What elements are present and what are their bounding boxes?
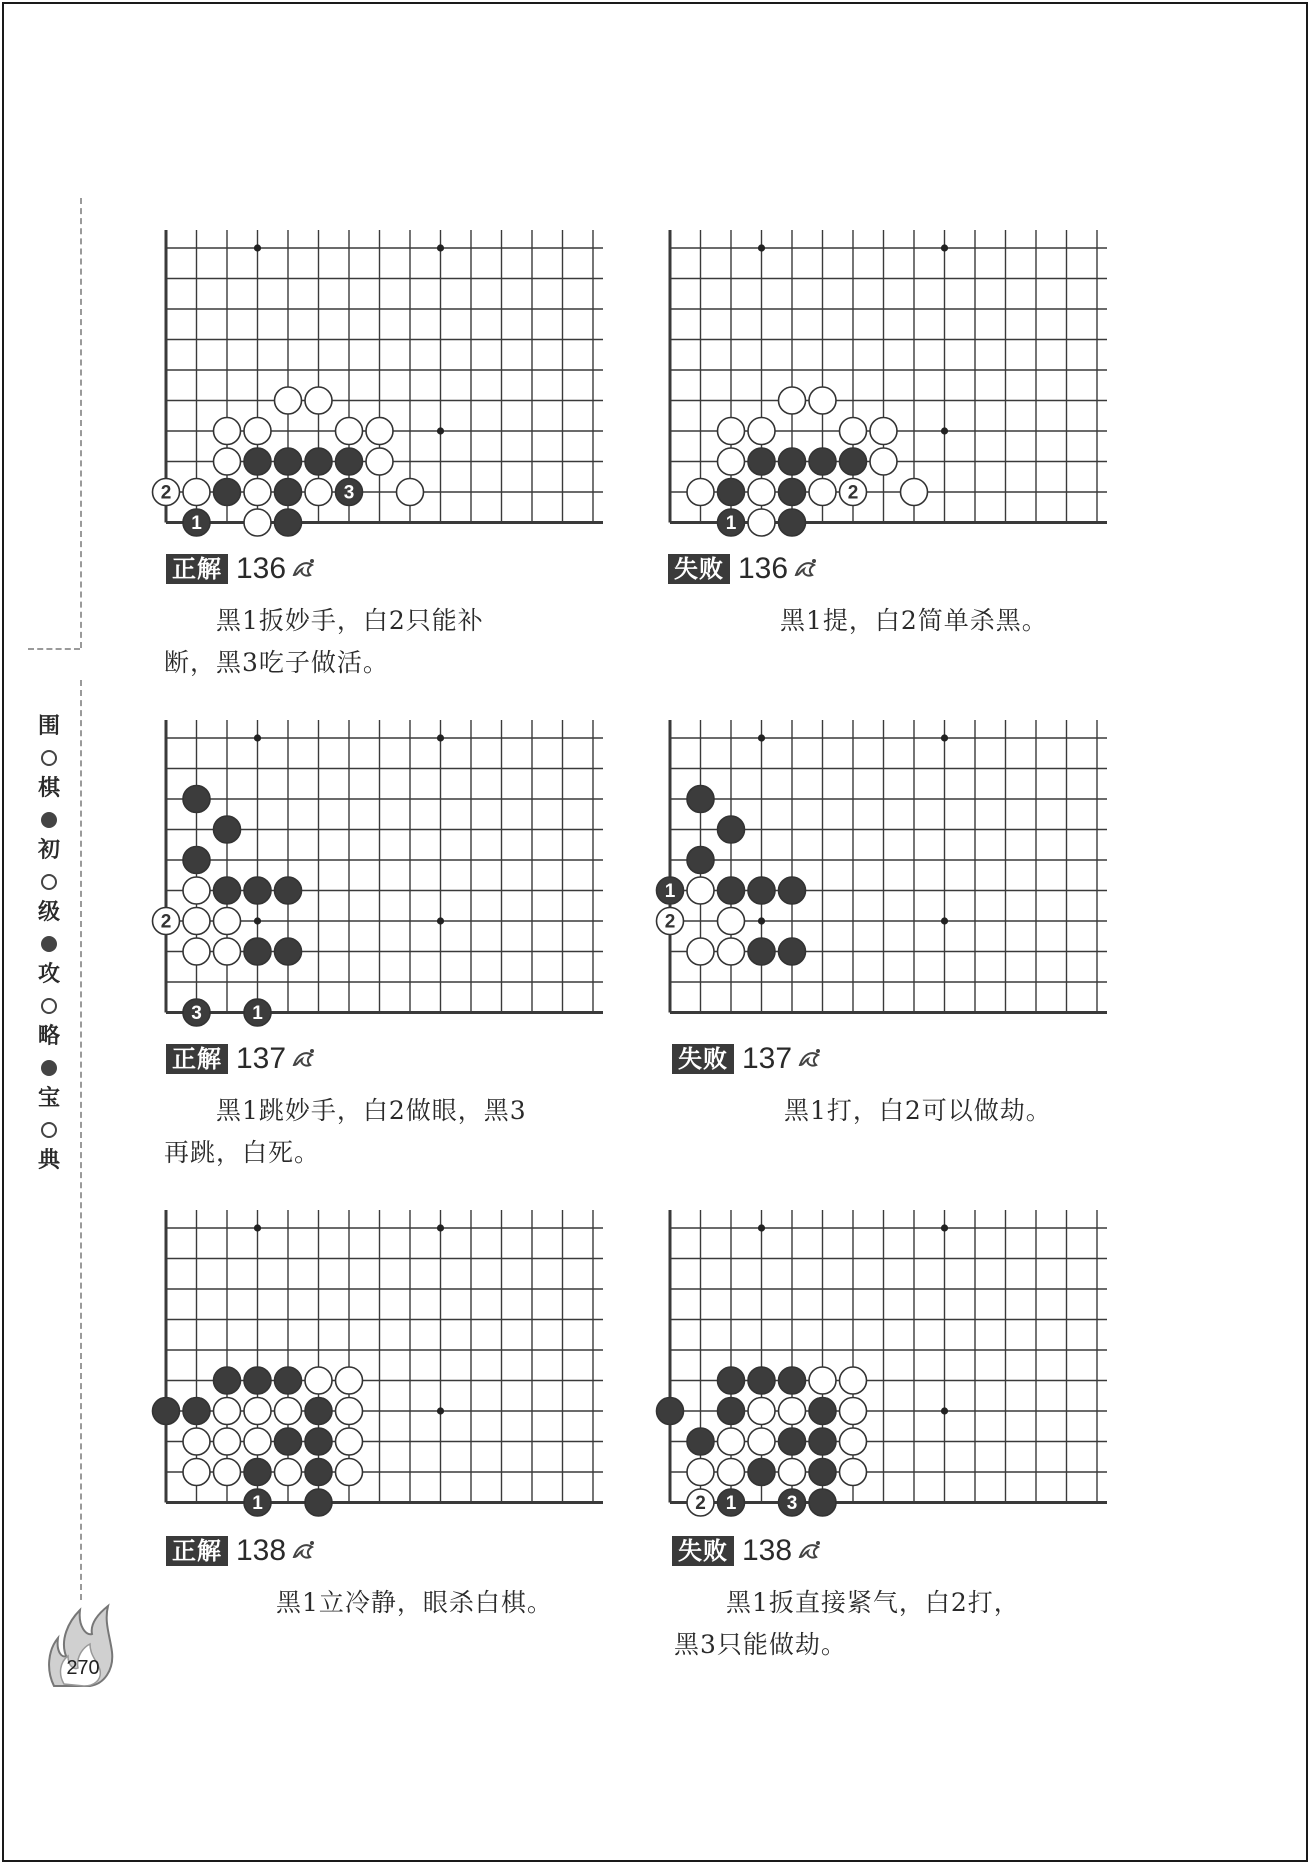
white-stone: [718, 908, 745, 935]
white-stone: [809, 1367, 836, 1394]
problem-number: 136: [236, 552, 287, 585]
white-stone: [244, 418, 271, 445]
white-stone: [901, 479, 928, 506]
white-stone: [840, 1398, 867, 1425]
problem-caption: [674, 1582, 1094, 1666]
white-stone: [870, 418, 897, 445]
go-board-diagram: [654, 1200, 1084, 1514]
black-stone: [748, 448, 775, 475]
black-stone: [687, 847, 714, 874]
problem-number: 137: [236, 1042, 287, 1075]
white-stone: [809, 387, 836, 414]
black-stone: [183, 786, 210, 813]
white-stone: [687, 1459, 714, 1486]
label-tag: 正解: [166, 1044, 228, 1074]
book-title-vertical: [36, 712, 62, 1176]
white-stone: [244, 479, 271, 506]
black-stone: [183, 1398, 210, 1425]
black-stone: [779, 877, 806, 904]
go-board-diagram: [150, 220, 580, 534]
white-stone: [244, 509, 271, 536]
title-char: 宝: [37, 1086, 60, 1111]
star-point: [941, 427, 948, 434]
black-stone: [718, 479, 745, 506]
white-stone: [779, 1459, 806, 1486]
star-point: [758, 734, 765, 741]
black-stone: [275, 938, 302, 965]
white-stone: [305, 387, 332, 414]
margin-dashed-line: [80, 680, 82, 1600]
white-stone: [214, 908, 241, 935]
black-stone: [779, 1428, 806, 1455]
filled-dot-icon: [41, 1060, 57, 1076]
white-stone: [397, 479, 424, 506]
black-stone: [305, 1489, 332, 1516]
white-stone: [275, 387, 302, 414]
white-stone: [183, 1428, 210, 1455]
white-stone: [366, 448, 393, 475]
star-point: [437, 244, 444, 251]
problem-caption: [164, 600, 584, 684]
white-stone: [748, 1428, 775, 1455]
star-point: [254, 1224, 261, 1231]
white-stone: [687, 479, 714, 506]
star-point: [437, 734, 444, 741]
title-char: 围: [37, 714, 60, 739]
white-stone: [366, 418, 393, 445]
black-stone: [718, 816, 745, 843]
move-number: 3: [191, 1003, 202, 1024]
open-dot-icon: [41, 750, 57, 766]
caption-line: 黑1扳直接紧气，白2打，: [726, 1588, 1020, 1617]
white-stone: [305, 479, 332, 506]
move-number: 1: [191, 513, 202, 534]
move-number: 1: [664, 881, 676, 902]
problem-label: [668, 552, 820, 586]
go-board-diagram: [654, 220, 1084, 534]
white-stone: [718, 938, 745, 965]
open-dot-icon: [41, 874, 57, 890]
black-stone: [657, 1398, 684, 1425]
filled-dot-icon: [41, 936, 57, 952]
star-point: [941, 917, 948, 924]
flourish-icon: [290, 1045, 318, 1073]
black-stone: [779, 448, 806, 475]
move-number: 2: [160, 482, 172, 504]
black-stone: [244, 938, 271, 965]
star-point: [941, 244, 948, 251]
white-stone: [305, 1367, 332, 1394]
caption-line: 黑1立冷静，眼杀白棋。: [276, 1588, 553, 1617]
black-stone: [779, 479, 806, 506]
go-board-diagram: [654, 710, 1084, 1010]
problem-number: 138: [236, 1534, 287, 1567]
flourish-icon: [796, 1537, 824, 1565]
black-stone: [779, 938, 806, 965]
title-char: 级: [37, 900, 60, 925]
white-stone: [718, 1428, 745, 1455]
caption-line: 再跳，白死。: [164, 1138, 321, 1167]
white-stone: [336, 1367, 363, 1394]
filled-dot-icon: [41, 812, 57, 828]
star-point: [758, 244, 765, 251]
white-stone: [275, 1459, 302, 1486]
white-stone: [809, 479, 836, 506]
title-char: 典: [37, 1148, 60, 1173]
white-stone: [214, 1398, 241, 1425]
problem-caption: [732, 1090, 1152, 1132]
move-number: 2: [847, 482, 859, 504]
black-stone: [214, 816, 241, 843]
star-point: [254, 244, 261, 251]
star-point: [941, 734, 948, 741]
caption-line: 黑1打，白2可以做劫。: [784, 1096, 1052, 1125]
white-stone: [244, 1428, 271, 1455]
black-stone: [779, 509, 806, 536]
problem-number: 136: [738, 552, 789, 585]
caption-line: 黑1提，白2简单杀黑。: [780, 606, 1048, 635]
star-point: [254, 917, 261, 924]
black-stone: [153, 1398, 180, 1425]
black-stone: [244, 1459, 271, 1486]
white-stone: [870, 448, 897, 475]
white-stone: [748, 418, 775, 445]
black-stone: [779, 1367, 806, 1394]
move-number: 3: [343, 482, 355, 504]
white-stone: [183, 908, 210, 935]
black-stone: [275, 509, 302, 536]
problem-label: [166, 1534, 318, 1568]
white-stone: [718, 418, 745, 445]
star-point: [941, 1224, 948, 1231]
black-stone: [214, 479, 241, 506]
margin-dashed-line: [28, 648, 80, 650]
white-stone: [214, 1459, 241, 1486]
white-stone: [748, 1398, 775, 1425]
black-stone: [275, 479, 302, 506]
white-stone: [779, 387, 806, 414]
white-stone: [840, 1367, 867, 1394]
black-stone: [748, 877, 775, 904]
star-point: [941, 1407, 948, 1414]
black-stone: [687, 786, 714, 813]
black-stone: [305, 1398, 332, 1425]
black-stone: [718, 877, 745, 904]
star-point: [437, 917, 444, 924]
star-point: [437, 1224, 444, 1231]
black-stone: [809, 1398, 836, 1425]
move-number: 2: [695, 1493, 706, 1514]
move-number: 2: [160, 911, 172, 933]
problem-number: 137: [742, 1042, 793, 1075]
go-board-diagram: [150, 710, 580, 1024]
black-stone: [305, 1428, 332, 1455]
black-stone: [305, 1459, 332, 1486]
problem-caption: [224, 1582, 644, 1624]
flourish-icon: [290, 1537, 318, 1565]
page-number: 270: [66, 1657, 100, 1679]
star-point: [254, 734, 261, 741]
black-stone: [718, 1398, 745, 1425]
white-stone: [183, 877, 210, 904]
black-stone: [748, 1367, 775, 1394]
problem-label: [672, 1042, 824, 1076]
move-number: 2: [664, 911, 676, 933]
problem-caption: [728, 600, 1148, 642]
caption-line: 断，黑3吃子做活。: [164, 648, 389, 677]
black-stone: [748, 938, 775, 965]
white-stone: [840, 1428, 867, 1455]
label-tag: 正解: [166, 554, 228, 584]
black-stone: [244, 877, 271, 904]
white-stone: [275, 1398, 302, 1425]
star-point: [437, 1407, 444, 1414]
title-char: 初: [37, 838, 60, 863]
white-stone: [687, 877, 714, 904]
black-stone: [214, 877, 241, 904]
problem-label: [166, 552, 318, 586]
move-number: 1: [725, 1493, 737, 1514]
white-stone: [214, 418, 241, 445]
open-dot-icon: [41, 998, 57, 1014]
go-board-diagram: [150, 1200, 580, 1514]
black-stone: [748, 1459, 775, 1486]
white-stone: [840, 418, 867, 445]
black-stone: [275, 877, 302, 904]
move-number: 3: [786, 1493, 798, 1514]
black-stone: [244, 448, 271, 475]
black-stone: [244, 1367, 271, 1394]
black-stone: [183, 847, 210, 874]
title-char: 棋: [37, 776, 60, 801]
move-number: 1: [725, 513, 737, 534]
white-stone: [718, 1459, 745, 1486]
white-stone: [244, 1398, 271, 1425]
black-stone: [214, 1367, 241, 1394]
problem-caption: [164, 1090, 584, 1174]
label-tag: 正解: [166, 1536, 228, 1566]
white-stone: [183, 1459, 210, 1486]
black-stone: [305, 448, 332, 475]
label-tag: 失败: [672, 1536, 734, 1566]
black-stone: [840, 448, 867, 475]
white-stone: [336, 1428, 363, 1455]
black-stone: [687, 1428, 714, 1455]
black-stone: [336, 448, 363, 475]
black-stone: [809, 1489, 836, 1516]
white-stone: [718, 448, 745, 475]
black-stone: [275, 1428, 302, 1455]
open-dot-icon: [41, 1122, 57, 1138]
white-stone: [214, 938, 241, 965]
caption-line: 黑1扳妙手，白2只能补: [216, 606, 484, 635]
white-stone: [336, 1459, 363, 1486]
move-number: 1: [252, 1493, 263, 1514]
white-stone: [687, 938, 714, 965]
black-stone: [275, 448, 302, 475]
caption-line: 黑3只能做劫。: [674, 1630, 847, 1659]
white-stone: [214, 448, 241, 475]
star-point: [758, 1224, 765, 1231]
white-stone: [336, 1398, 363, 1425]
star-point: [758, 917, 765, 924]
problem-label: [166, 1042, 318, 1076]
problem-label: [672, 1534, 824, 1568]
black-stone: [809, 448, 836, 475]
label-tag: 失败: [668, 554, 730, 584]
black-stone: [275, 1367, 302, 1394]
move-number: 1: [252, 1003, 263, 1024]
black-stone: [809, 1459, 836, 1486]
title-char: 略: [37, 1024, 60, 1049]
white-stone: [840, 1459, 867, 1486]
black-stone: [809, 1428, 836, 1455]
margin-dashed-line: [80, 198, 82, 648]
black-stone: [718, 1367, 745, 1394]
problem-number: 138: [742, 1534, 793, 1567]
white-stone: [336, 418, 363, 445]
caption-line: 黑1跳妙手，白2做眼，黑3: [216, 1096, 527, 1125]
white-stone: [183, 479, 210, 506]
white-stone: [214, 1428, 241, 1455]
title-char: 攻: [37, 962, 60, 987]
flourish-icon: [290, 555, 318, 583]
star-point: [437, 427, 444, 434]
flourish-icon: [792, 555, 820, 583]
label-tag: 失败: [672, 1044, 734, 1074]
flourish-icon: [796, 1045, 824, 1073]
white-stone: [183, 938, 210, 965]
white-stone: [748, 509, 775, 536]
white-stone: [748, 479, 775, 506]
white-stone: [779, 1398, 806, 1425]
